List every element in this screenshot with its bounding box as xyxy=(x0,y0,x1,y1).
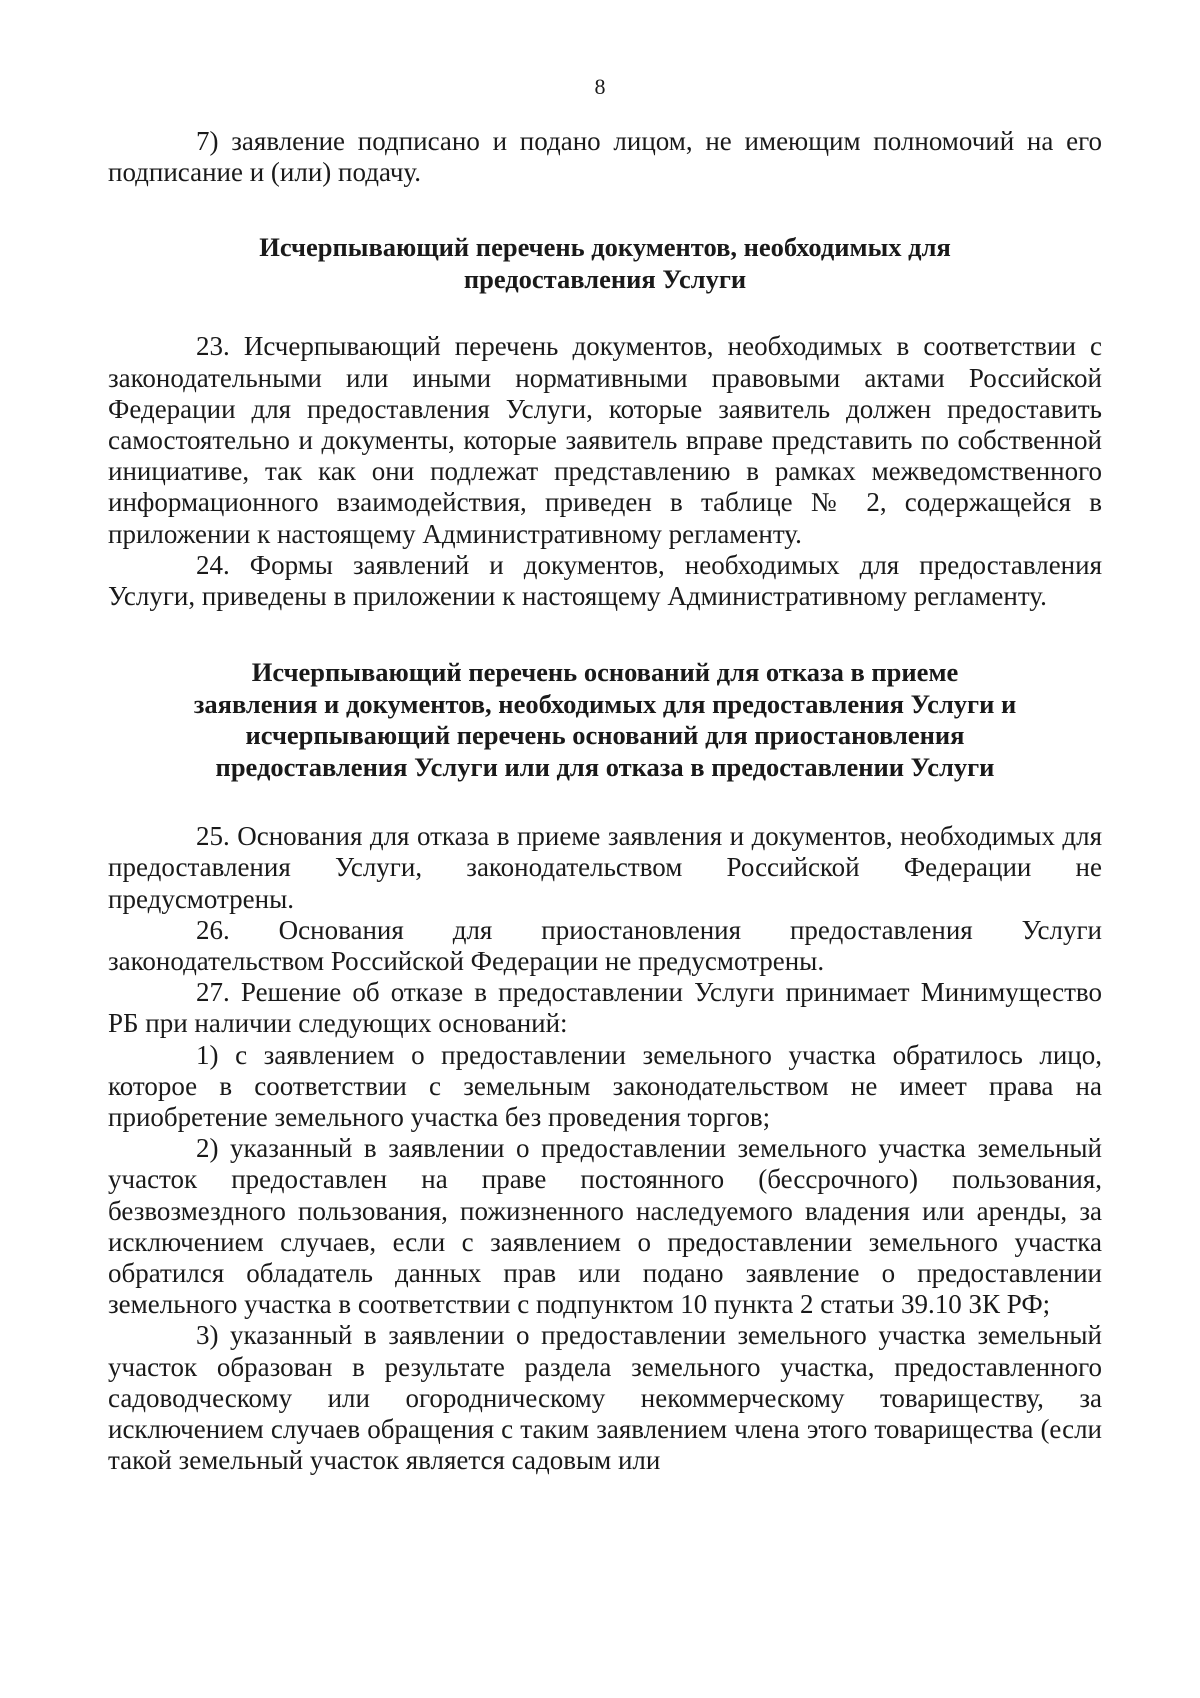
section-heading-refusal-grounds xyxy=(108,657,1102,783)
list-item-3: 3) указанный в заявлении о предоставлении земельного участка земельный участок образован в результате раздела земельного участка, предоставленного садоводческому или огородническому некоммерческому товариществу, за исключением случаев обращения с таким заявлением члена этого товарищества (если такой земельный участок является садовым или xyxy=(108,1320,1102,1476)
paragraph-26: 26. Основания для приостановления предоставления Услуги законодательством Российской Федерации не предусмотрены. xyxy=(108,914,1102,977)
list-item-1: 1) с заявлением о предоставлении земельного участка обратилось лицо, которое в соответствии с земельным законодательством не имеет права на приобретение земельного участка без проведения торгов; xyxy=(108,1039,1102,1133)
heading-line: предоставления Услуги или для отказа в предоставлении Услуги xyxy=(215,751,995,782)
page-number: 8 xyxy=(594,74,606,99)
page-body xyxy=(108,126,1102,1477)
paragraph-24: 24. Формы заявлений и документов, необходимых для предоставления Услуги, приведены в приложении к настоящему Административному регламенту. xyxy=(108,549,1102,612)
heading-line: заявления и документов, необходимых для предоставления Услуги и xyxy=(193,688,1017,719)
heading-line: Исчерпывающий перечень документов, необходимых для xyxy=(259,232,951,263)
heading-line: Исчерпывающий перечень оснований для отказа в приеме xyxy=(251,657,959,688)
section-heading-documents-list xyxy=(108,232,1102,295)
paragraph-23: 23. Исчерпывающий перечень документов, необходимых в соответствии с законодательными или иными нормативными правовыми актами Российской Федерации для предоставления Услуги, которые заявитель должен предоставить самостоятельно и документы, которые заявитель вправе представить по собственной инициативе, так как они подлежат представлению в рамках межведомственного информационного взаимодействия, приведен в таблице № 2, содержащейся в приложении к настоящему Административному регламенту. xyxy=(108,331,1102,549)
list-item-2: 2) указанный в заявлении о предоставлении земельного участка земельный участок предоставлен на праве постоянного (бессрочного) пользования, безвозмездного пользования, пожизненного наследуемого владения или аренды, за исключением случаев, если с заявлением о предоставлении земельного участка обратился обладатель данных прав или подано заявление о предоставлении земельного участка в соответствии с подпунктом 10 пункта 2 статьи 39.10 ЗК РФ; xyxy=(108,1133,1102,1320)
heading-line: исчерпывающий перечень оснований для приостановления xyxy=(245,720,965,751)
paragraph-25: 25. Основания для отказа в приеме заявления и документов, необходимых для предоставления Услуги, законодательством Российской Федерации не предусмотрены. xyxy=(108,821,1102,914)
paragraph-7: 7) заявление подписано и подано лицом, не имеющим полномочий на его подписание и (или) подачу. xyxy=(108,126,1102,188)
paragraph-27: 27. Решение об отказе в предоставлении Услуги принимает Минимущество РБ при наличии следующих оснований: xyxy=(108,977,1102,1039)
heading-line: предоставления Услуги xyxy=(463,263,747,294)
